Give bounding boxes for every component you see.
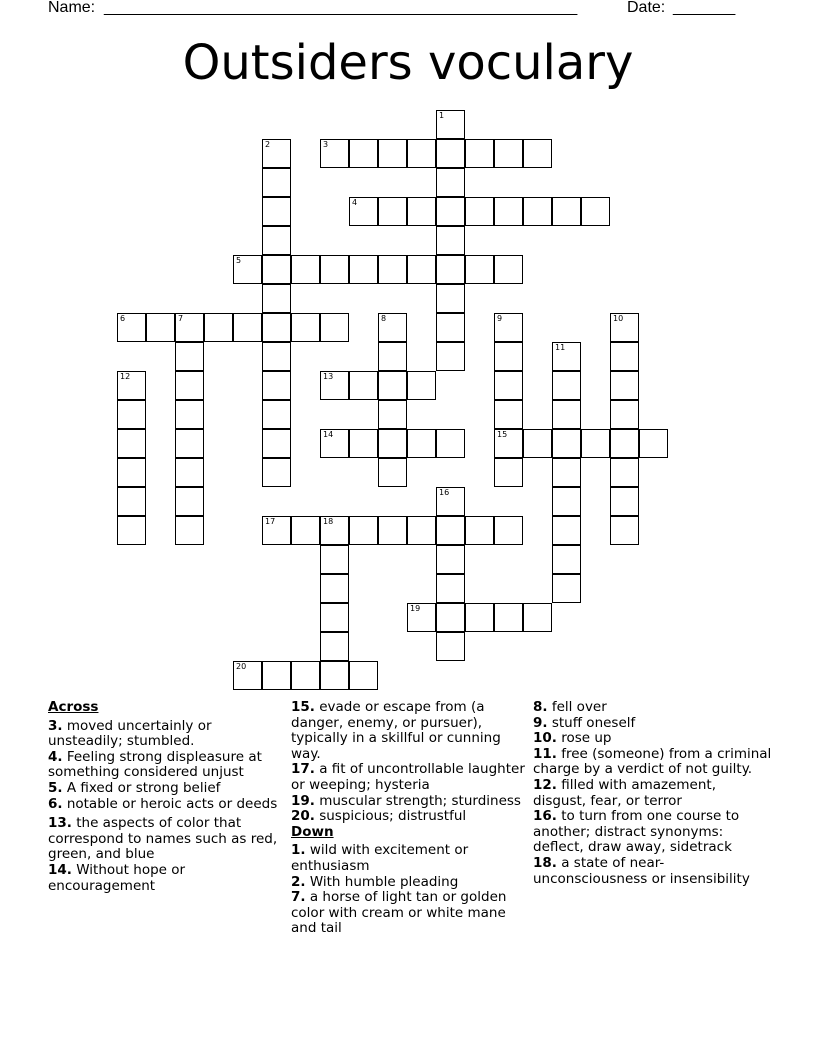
grid-cell[interactable] bbox=[552, 516, 581, 545]
cell-number: 15 bbox=[497, 430, 508, 439]
grid-cell[interactable] bbox=[320, 139, 349, 168]
clue-down-16: 16. to turn from one course to another; distract synonyms: deflect, draw away, sidetrack bbox=[533, 808, 740, 856]
clue-down-10: 10. rose up bbox=[533, 730, 612, 747]
grid-cell[interactable] bbox=[552, 371, 581, 400]
grid-cell[interactable] bbox=[378, 313, 407, 342]
grid-cell[interactable] bbox=[581, 429, 610, 458]
grid-cell[interactable] bbox=[552, 342, 581, 371]
grid-cell[interactable] bbox=[494, 313, 523, 342]
grid-cell[interactable] bbox=[436, 168, 465, 197]
grid-cell[interactable] bbox=[436, 255, 465, 284]
name-label: Name: bbox=[48, 0, 96, 16]
grid-cell[interactable] bbox=[262, 371, 291, 400]
grid-cell[interactable] bbox=[610, 429, 639, 458]
grid-cell[interactable] bbox=[494, 458, 523, 487]
grid-cell[interactable] bbox=[465, 139, 494, 168]
grid-cell[interactable] bbox=[262, 226, 291, 255]
grid-cell[interactable] bbox=[233, 313, 262, 342]
grid-cell[interactable] bbox=[407, 371, 436, 400]
grid-cell[interactable] bbox=[552, 487, 581, 516]
grid-cell[interactable] bbox=[175, 516, 204, 545]
grid-cell[interactable] bbox=[436, 545, 465, 574]
grid-cell[interactable] bbox=[378, 342, 407, 371]
clue-down-1: 1. wild with excitement or enthusiasm bbox=[291, 842, 469, 874]
clue-across-15: 15. evade or escape from (a danger, enemy, or pursuer), typically in a skillful or cunning way. bbox=[291, 699, 501, 762]
grid-cell[interactable] bbox=[146, 313, 175, 342]
grid-cell[interactable] bbox=[436, 110, 465, 139]
grid-cell[interactable] bbox=[378, 139, 407, 168]
cell-number: 18 bbox=[323, 517, 334, 526]
clue-down-8: 8. fell over bbox=[533, 699, 607, 715]
cell-number: 7 bbox=[178, 314, 184, 323]
page-title: Outsiders voculary bbox=[182, 35, 634, 91]
cell-number: 20 bbox=[236, 662, 247, 671]
grid-cell[interactable] bbox=[494, 139, 523, 168]
grid-cell[interactable] bbox=[581, 197, 610, 226]
grid-cell[interactable] bbox=[610, 342, 639, 371]
grid-cell[interactable] bbox=[349, 429, 378, 458]
grid-cell[interactable] bbox=[378, 429, 407, 458]
grid-cell[interactable] bbox=[407, 255, 436, 284]
grid-cell[interactable] bbox=[175, 313, 204, 342]
grid-cell[interactable] bbox=[494, 197, 523, 226]
grid-cell[interactable] bbox=[175, 400, 204, 429]
clue-across-19: 19. muscular strength; sturdiness bbox=[291, 792, 521, 809]
grid-cell[interactable] bbox=[117, 371, 146, 400]
date-label: Date: bbox=[627, 0, 666, 16]
grid-cell[interactable] bbox=[465, 197, 494, 226]
grid-cell[interactable] bbox=[465, 603, 494, 632]
clue-across-13: 13. the aspects of color that correspond to names such as red, green, and blue bbox=[48, 815, 278, 863]
grid-cell[interactable] bbox=[407, 197, 436, 226]
cell-number: 3 bbox=[323, 140, 329, 149]
grid-cell[interactable] bbox=[407, 603, 436, 632]
clue-down-11: 11. free (someone) from a criminal charge by a verdict of not guilty. bbox=[533, 745, 772, 778]
grid-cell[interactable] bbox=[436, 197, 465, 226]
clue-across-4: 4. Feeling strong displeasure at something considered unjust bbox=[48, 748, 262, 781]
cell-number: 2 bbox=[265, 140, 271, 149]
grid-cell[interactable] bbox=[291, 661, 320, 690]
grid-cell[interactable] bbox=[175, 342, 204, 371]
grid-cell[interactable] bbox=[494, 400, 523, 429]
grid-cell[interactable] bbox=[320, 574, 349, 603]
grid-cell[interactable] bbox=[349, 139, 378, 168]
grid-cell[interactable] bbox=[552, 400, 581, 429]
grid-cell[interactable] bbox=[552, 545, 581, 574]
grid-cell[interactable] bbox=[610, 371, 639, 400]
grid-cell[interactable] bbox=[523, 139, 552, 168]
grid-cell[interactable] bbox=[494, 255, 523, 284]
cell-number: 1 bbox=[439, 111, 445, 120]
grid-cell[interactable] bbox=[407, 516, 436, 545]
grid-cell[interactable] bbox=[117, 516, 146, 545]
across-heading: Across bbox=[48, 699, 99, 715]
grid-cell[interactable] bbox=[262, 458, 291, 487]
grid-cell[interactable] bbox=[378, 255, 407, 284]
grid-cell[interactable] bbox=[291, 516, 320, 545]
grid-cell[interactable] bbox=[349, 197, 378, 226]
grid-cell[interactable] bbox=[320, 313, 349, 342]
grid-cell[interactable] bbox=[378, 371, 407, 400]
grid-cell[interactable] bbox=[552, 458, 581, 487]
grid-cell[interactable] bbox=[436, 603, 465, 632]
clue-down-2: 2. With humble pleading bbox=[291, 873, 459, 890]
cell-number: 19 bbox=[410, 604, 421, 613]
grid-cell[interactable] bbox=[552, 574, 581, 603]
cell-number: 13 bbox=[323, 372, 334, 381]
grid-cell[interactable] bbox=[175, 371, 204, 400]
grid-cell[interactable] bbox=[436, 342, 465, 371]
grid-cell[interactable] bbox=[117, 400, 146, 429]
clues-column-3 bbox=[533, 700, 773, 887]
grid-cell[interactable] bbox=[349, 371, 378, 400]
clue-across-20: 20. suspicious; distrustful bbox=[291, 808, 467, 825]
grid-cell[interactable] bbox=[291, 255, 320, 284]
clue-down-7: 7. a horse of light tan or golden color with cream or white mane and tail bbox=[291, 889, 507, 937]
grid-cell[interactable] bbox=[552, 429, 581, 458]
cell-number: 10 bbox=[613, 314, 624, 323]
grid-cell[interactable] bbox=[378, 400, 407, 429]
down-heading: Down bbox=[291, 823, 334, 840]
grid-cell[interactable] bbox=[494, 342, 523, 371]
grid-cell[interactable] bbox=[320, 632, 349, 661]
grid-cell[interactable] bbox=[610, 313, 639, 342]
grid-cell[interactable] bbox=[233, 255, 262, 284]
grid-cell[interactable] bbox=[436, 516, 465, 545]
grid-cell[interactable] bbox=[262, 400, 291, 429]
cell-number: 17 bbox=[265, 517, 276, 526]
cell-number: 11 bbox=[555, 343, 566, 352]
grid-cell[interactable] bbox=[262, 168, 291, 197]
grid-cell[interactable] bbox=[494, 516, 523, 545]
grid-cell[interactable] bbox=[320, 429, 349, 458]
grid-cell[interactable] bbox=[610, 458, 639, 487]
grid-cell[interactable] bbox=[523, 603, 552, 632]
cell-number: 5 bbox=[236, 256, 242, 265]
grid-cell[interactable] bbox=[494, 429, 523, 458]
cell-number: 12 bbox=[120, 372, 131, 381]
grid-cell[interactable] bbox=[378, 197, 407, 226]
grid-cell[interactable] bbox=[262, 661, 291, 690]
grid-cell[interactable] bbox=[262, 313, 291, 342]
grid-cell[interactable] bbox=[262, 255, 291, 284]
grid-cell[interactable] bbox=[117, 429, 146, 458]
grid-cell[interactable] bbox=[436, 284, 465, 313]
grid-cell[interactable] bbox=[378, 516, 407, 545]
cell-number: 4 bbox=[352, 198, 358, 207]
grid-cell[interactable] bbox=[233, 661, 262, 690]
grid-cell[interactable] bbox=[320, 255, 349, 284]
grid-cell[interactable] bbox=[436, 429, 465, 458]
grid-cell[interactable] bbox=[436, 574, 465, 603]
grid-cell[interactable] bbox=[494, 371, 523, 400]
grid-cell[interactable] bbox=[436, 226, 465, 255]
grid-cell[interactable] bbox=[349, 516, 378, 545]
cell-number: 8 bbox=[381, 314, 387, 323]
grid-cell[interactable] bbox=[436, 139, 465, 168]
grid-cell[interactable] bbox=[262, 342, 291, 371]
grid-cell[interactable] bbox=[320, 545, 349, 574]
clue-down-18: 18. a state of near-unconsciousness or insensibility bbox=[533, 854, 750, 887]
grid-cell[interactable] bbox=[378, 458, 407, 487]
grid-cell[interactable] bbox=[320, 603, 349, 632]
grid-cell[interactable] bbox=[407, 429, 436, 458]
grid-cell[interactable] bbox=[204, 313, 233, 342]
grid-cell[interactable] bbox=[262, 429, 291, 458]
cell-number: 14 bbox=[323, 430, 334, 439]
grid-cell[interactable] bbox=[610, 487, 639, 516]
grid-cell[interactable] bbox=[291, 313, 320, 342]
date-field[interactable]: _______ bbox=[673, 0, 736, 16]
grid-cell[interactable] bbox=[175, 458, 204, 487]
grid-cell[interactable] bbox=[349, 661, 378, 690]
grid-cell[interactable] bbox=[465, 516, 494, 545]
grid-cell[interactable] bbox=[262, 284, 291, 313]
grid-cell[interactable] bbox=[320, 371, 349, 400]
grid-cell[interactable] bbox=[320, 661, 349, 690]
grid-cell[interactable] bbox=[610, 400, 639, 429]
clue-down-9: 9. stuff oneself bbox=[533, 714, 636, 731]
cell-number: 6 bbox=[120, 314, 126, 323]
clues-column-1 bbox=[48, 700, 284, 894]
grid-cell[interactable] bbox=[610, 516, 639, 545]
clue-across-5: 5. A fixed or strong belief bbox=[48, 779, 221, 796]
grid-cell[interactable] bbox=[494, 603, 523, 632]
grid-cell[interactable] bbox=[117, 313, 146, 342]
grid-cell[interactable] bbox=[465, 255, 494, 284]
grid-cell[interactable] bbox=[175, 429, 204, 458]
grid-cell[interactable] bbox=[117, 487, 146, 516]
grid-cell[interactable] bbox=[407, 139, 436, 168]
clues-column-2 bbox=[291, 700, 527, 937]
grid-cell[interactable] bbox=[262, 197, 291, 226]
clue-across-17: 17. a fit of uncontrollable laughter or weeping; hysteria bbox=[291, 761, 525, 793]
grid-cell[interactable] bbox=[349, 255, 378, 284]
clue-across-14: 14. Without hope or encouragement bbox=[48, 861, 186, 894]
clue-across-3: 3. moved uncertainly or unsteadily; stumbled. bbox=[48, 717, 212, 750]
grid-cell[interactable] bbox=[175, 487, 204, 516]
grid-cell[interactable] bbox=[436, 632, 465, 661]
cell-number: 16 bbox=[439, 488, 450, 497]
grid-cell[interactable] bbox=[262, 516, 291, 545]
clue-down-12: 12. filled with amazement, disgust, fear, or terror bbox=[533, 776, 717, 809]
clue-across-6: 6. notable or heroic acts or deeds bbox=[48, 795, 278, 812]
grid-cell[interactable] bbox=[639, 429, 668, 458]
grid-cell[interactable] bbox=[523, 197, 552, 226]
grid-cell[interactable] bbox=[436, 313, 465, 342]
cell-number: 9 bbox=[497, 314, 503, 323]
name-field[interactable]: _______________________________________________________ bbox=[104, 0, 577, 16]
grid-cell[interactable] bbox=[523, 429, 552, 458]
grid-cell[interactable] bbox=[262, 139, 291, 168]
grid-cell[interactable] bbox=[117, 458, 146, 487]
grid-cell[interactable] bbox=[436, 487, 465, 516]
grid-cell[interactable] bbox=[552, 197, 581, 226]
grid-cell[interactable] bbox=[320, 516, 349, 545]
